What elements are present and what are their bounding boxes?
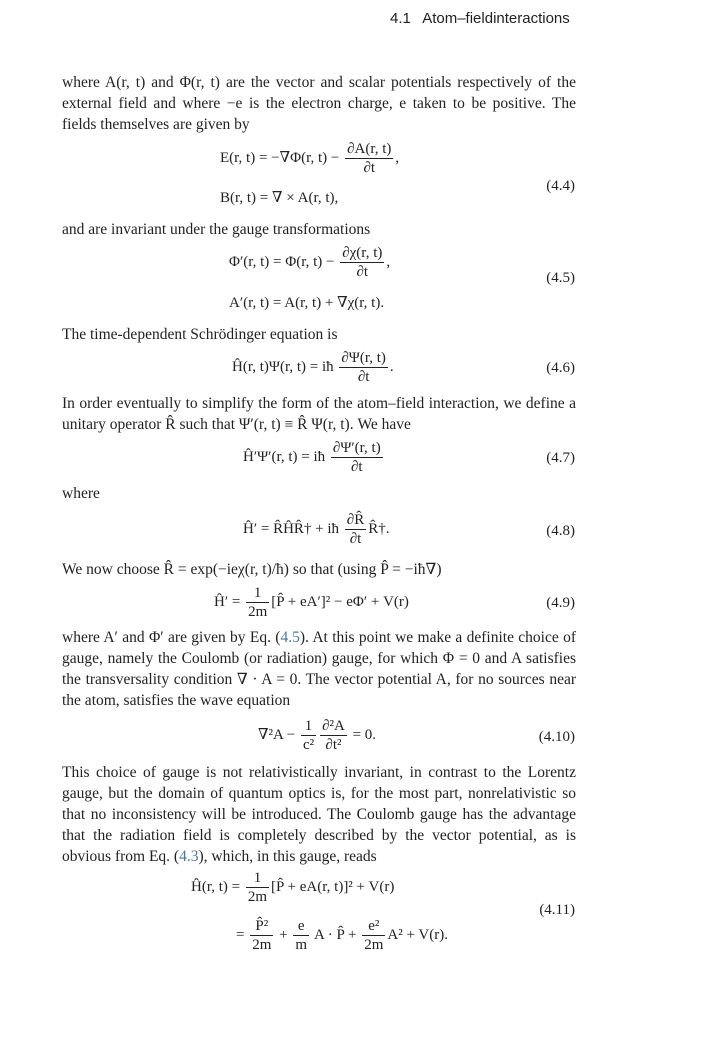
paragraph-text bbox=[62, 627, 576, 711]
paragraph-text: In order eventually to simplify the form of the atom–field interaction, we define a unitary operator R̂ such that Ψ′(r, t) ≡ R̂ Ψ(r, t). We have bbox=[62, 395, 576, 433]
eq-tail: = 0. bbox=[352, 726, 377, 743]
eq-lhs: = bbox=[236, 926, 245, 943]
equation-4-11-line-1 bbox=[191, 869, 394, 906]
eq-fraction bbox=[293, 917, 309, 954]
eq-fraction bbox=[301, 717, 316, 754]
eq-fraction bbox=[345, 140, 393, 177]
eq-numerator: ∂Ψ(r, t) bbox=[341, 350, 386, 366]
paragraph-text bbox=[62, 762, 576, 867]
eq-tail: [P̂ + eA(r, t)]² + V(r) bbox=[271, 878, 395, 895]
equation-number-4-10: (4.10) bbox=[538, 729, 575, 745]
equation-link-4-3[interactable]: 4.3 bbox=[179, 848, 199, 865]
eq-denominator: ∂t bbox=[349, 531, 362, 547]
eq-fraction bbox=[339, 349, 388, 386]
eq-numerator: ∂χ(r, t) bbox=[342, 245, 383, 261]
paragraph-text: We now choose R̂ = exp(−ieχ(r, t)/ħ) so that (using P̂ = −iħ∇) bbox=[62, 561, 442, 578]
eq-middle: A · P̂ + bbox=[313, 926, 357, 943]
eq-numerator: ∂R̂ bbox=[346, 512, 365, 528]
eq-tail: , bbox=[395, 149, 400, 166]
eq-tail: [P̂ + eA′]² − eΦ′ + V(r) bbox=[271, 593, 409, 610]
eq-denominator: ∂t² bbox=[325, 737, 342, 753]
paragraph-fragment: This choice of gauge is not relativistically invariant, in contrast to the Lorentz gauge, but the domain of quantum optics is, for the most part, nonrelativistic so that no inconsistency will be introduced. The Coulomb gauge has the advantage that the radiation field is completely described by the vector potential, as is obvious from Eq. ( bbox=[62, 764, 576, 865]
eq-denominator: 2m bbox=[248, 604, 268, 620]
eq-operator: + bbox=[279, 926, 288, 943]
eq-tail: , bbox=[386, 253, 391, 270]
equation-number-4-4: (4.4) bbox=[546, 178, 575, 194]
eq-denominator: 2m bbox=[247, 889, 268, 905]
eq-fraction bbox=[345, 511, 366, 548]
paragraph-fragment: ). At this point we make a definite choice of gauge, namely the Coulomb (or radiation) gauge, for which Φ = 0 and A satisfies the transversality condition ∇ · A = 0. The vector potential A, for no sources near the atom, satisfies the wave equation bbox=[62, 629, 576, 709]
eq-denominator: c² bbox=[302, 737, 315, 753]
eq-tail: R̂†. bbox=[368, 520, 390, 537]
paragraph-3 bbox=[62, 324, 576, 345]
eq-denominator: ∂t bbox=[363, 160, 376, 176]
equation-4-11-line-2 bbox=[236, 917, 448, 954]
eq-lhs: Ĥ′ = R̂ĤR̂† + iħ bbox=[243, 520, 340, 537]
eq-numerator: ∂A(r, t) bbox=[347, 141, 392, 157]
eq-denominator: m bbox=[295, 937, 308, 953]
eq-fraction bbox=[362, 917, 385, 954]
paragraph-6 bbox=[62, 559, 576, 580]
eq-tail: A² + V(r). bbox=[387, 926, 448, 943]
paragraph-text: and are invariant under the gauge transformations bbox=[62, 221, 371, 238]
equation-number-4-7: (4.7) bbox=[546, 450, 575, 466]
equation-4-5-line-1 bbox=[229, 244, 390, 281]
equation-4-4-line-1 bbox=[220, 140, 399, 177]
equation-4-4-line-2: B(r, t) = ∇ × A(r, t), bbox=[220, 190, 339, 206]
equation-number-4-11: (4.11) bbox=[539, 902, 575, 918]
paragraph-2 bbox=[62, 219, 576, 240]
equation-4-5-line-2: A′(r, t) = A(r, t) + ∇χ(r, t). bbox=[229, 295, 385, 311]
eq-lhs: Ĥ(r, t)Ψ(r, t) = iħ bbox=[232, 358, 334, 375]
eq-tail: . bbox=[389, 358, 394, 375]
eq-fraction bbox=[246, 584, 269, 621]
equation-number-4-6: (4.6) bbox=[546, 360, 575, 376]
eq-lhs: Ĥ′Ψ′(r, t) = iħ bbox=[243, 448, 326, 465]
paragraph-text: The time-dependent Schrödinger equation is bbox=[62, 326, 338, 343]
eq-denominator: 2m bbox=[252, 937, 272, 953]
equation-4-7 bbox=[243, 439, 385, 476]
eq-fraction bbox=[246, 869, 269, 906]
eq-lhs: Ĥ′ = bbox=[214, 593, 241, 610]
equation-number-4-5: (4.5) bbox=[546, 270, 575, 286]
eq-numerator: 1 bbox=[246, 869, 269, 888]
eq-fraction bbox=[340, 244, 384, 281]
eq-denominator: ∂t bbox=[356, 264, 369, 280]
equation-4-9 bbox=[214, 584, 409, 621]
eq-numerator: ∂²A bbox=[322, 718, 345, 734]
eq-fraction bbox=[250, 917, 273, 954]
equation-number-4-8: (4.8) bbox=[546, 523, 575, 539]
eq-denominator: ∂t bbox=[357, 369, 370, 385]
equation-link-4-5[interactable]: 4.5 bbox=[280, 629, 300, 646]
eq-fraction bbox=[331, 439, 383, 476]
paragraph-5 bbox=[62, 483, 576, 504]
equation-4-6 bbox=[232, 349, 394, 386]
paragraph-text: where A(r, t) and Φ(r, t) are the vector and scalar potentials respectively of the external field and where −e is the electron charge, e taken to be positive. The fields themselves are given by bbox=[62, 74, 576, 133]
eq-numerator: ∂Ψ′(r, t) bbox=[332, 440, 381, 456]
paragraph-text: where bbox=[62, 485, 100, 502]
eq-lhs: E(r, t) = −∇Φ(r, t) − bbox=[220, 149, 340, 166]
eq-lhs: ∇²A − bbox=[258, 726, 296, 743]
section-title: Atom–fieldinteractions bbox=[422, 10, 570, 27]
eq-numerator: 1 bbox=[301, 717, 316, 736]
paragraph-4 bbox=[62, 393, 576, 435]
eq-lhs: Φ′(r, t) = Φ(r, t) − bbox=[229, 253, 335, 270]
paragraph-1 bbox=[62, 72, 576, 135]
paragraph-7 bbox=[62, 627, 576, 711]
section-number: 4.1 bbox=[390, 10, 411, 27]
running-header bbox=[390, 10, 570, 27]
eq-lhs: Ĥ(r, t) = bbox=[191, 878, 241, 895]
eq-fraction bbox=[320, 717, 347, 754]
eq-numerator: e² bbox=[362, 917, 385, 936]
equation-4-10 bbox=[258, 717, 376, 754]
eq-numerator: 1 bbox=[246, 584, 269, 603]
equation-number-4-9: (4.9) bbox=[546, 595, 575, 611]
eq-denominator: ∂t bbox=[351, 459, 363, 475]
paragraph-fragment: ), which, in this gauge, reads bbox=[198, 848, 377, 865]
equation-4-8 bbox=[243, 511, 389, 548]
eq-numerator: e bbox=[293, 917, 309, 936]
paragraph-fragment: where A′ and Φ′ are given by Eq. ( bbox=[62, 629, 281, 646]
eq-numerator: P̂² bbox=[250, 917, 273, 936]
eq-denominator: 2m bbox=[364, 937, 384, 953]
paragraph-8 bbox=[62, 762, 576, 867]
